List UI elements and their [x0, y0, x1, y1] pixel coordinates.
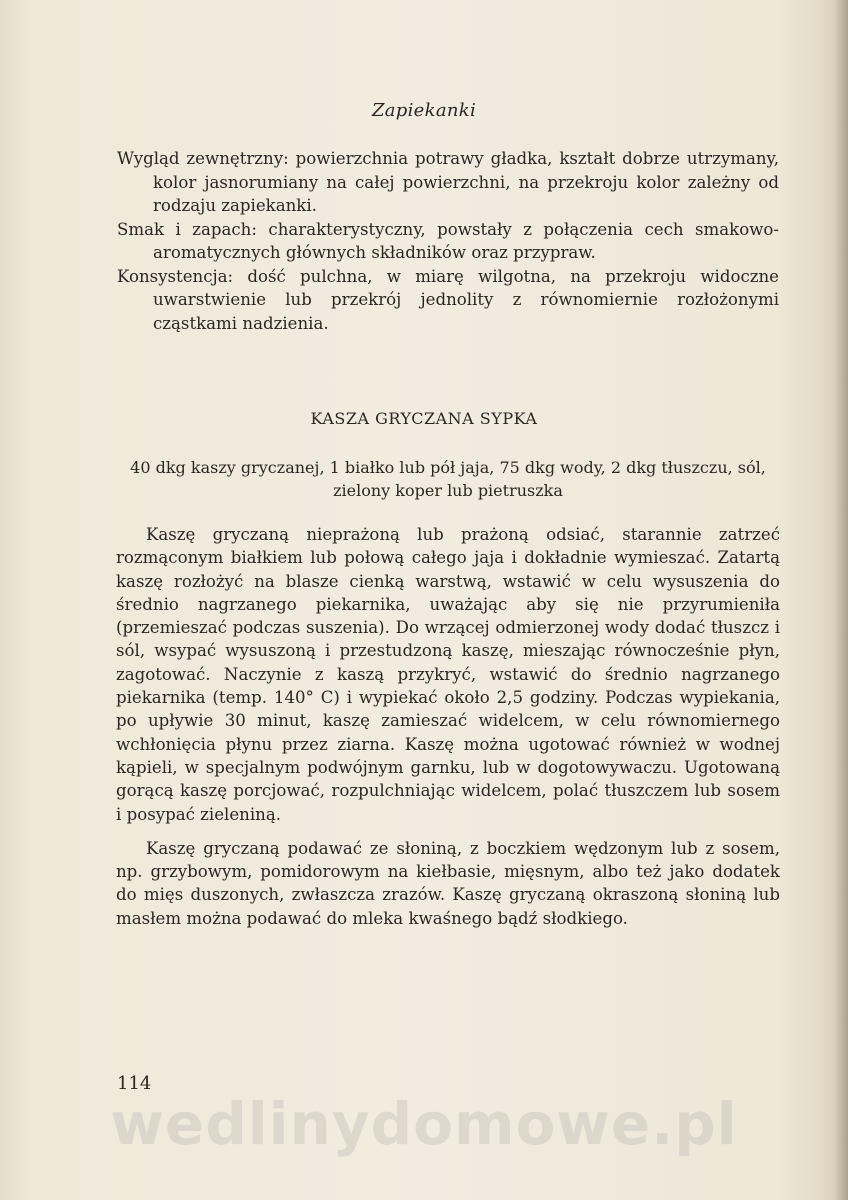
recipe-body [116, 523, 780, 930]
ingredients-list: 40 dkg kaszy gryczanej, 1 białko lub pół jaja, 75 dkg wody, 2 dkg tłuszczu, sól, zielony koper lub pietruszka [130, 458, 766, 500]
page-binding-shadow [834, 0, 848, 1200]
spec-consistency: Konsystencja: dość pulchna, w miarę wilgotna, na przekroju widoczne uwarstwienie lub przekrój jednolity z równomiernie rozłożonymi cząstkami nadzienia. [117, 266, 779, 333]
quality-spec [117, 147, 779, 335]
recipe-title: KASZA GRYCZANA SYPKA [310, 409, 538, 428]
running-title: Zapiekanki [371, 100, 477, 121]
spec-appearance: Wygląd zewnętrzny: powierzchnia potrawy gładka, kształt dobrze utrzymany, kolor jasnorumiany na całej powierzchni, na przekroju kolor zależny od rodzaju zapiekanki. [117, 149, 779, 215]
spec-taste-smell: Smak i zapach: charakterystyczny, powstały z połączenia cech smakowo-aromatycznych głównych składników oraz przypraw. [117, 219, 779, 262]
serving-paragraph: Kaszę gryczaną podawać ze słoniną, z boczkiem wędzonym lub z sosem, np. grzybowym, pomidorowym na kiełbasie, mięsnym, albo też jako dodatek do mięs duszonych, zwłaszcza zrazów. Kaszę gryczaną okraszoną słoniną lub masłem można podawać do mleka kwaśnego bądź słodkiego. [116, 838, 780, 928]
watermark: wedlinydomowe.pl [110, 1090, 738, 1158]
preparation-paragraph: Kaszę gryczaną nieprażoną lub prażoną odsiać, starannie zatrzeć rozmąconym białkiem lub połową całego jaja i dokładnie wymieszać. Zatartą kaszę rozłożyć na blasze cienką warstwą, wstawić w celu wysuszenia do średnio nagrzanego piekarnika, uważając aby się nie przyrumieniła (przemieszać podczas suszenia). Do wrzącej odmierzonej wody dodać tłuszcz i sól, wsypać wysuszoną i przestudzoną kaszę, mieszając równocześnie płyn, zagotować. Naczynie z kaszą przykryć, wstawić do średnio nagrzanego piekarnika (temp. 140° C) i wypiekać około 2,5 godziny. Podczas wypiekania, po upływie 30 minut, kaszę zamieszać widelcem, w celu równomiernego wchłonięcia płynu przez ziarna. Kaszę można ugotować również w wodnej kąpieli, w specjalnym podwójnym garnku, lub w dogotowywaczu. Ugotowaną gorącą kaszę porcjować, rozpulchniając widelcem, polać tłuszczem lub sosem i posypać zieleniną. [116, 525, 780, 824]
page-number: 114 [117, 1073, 152, 1094]
